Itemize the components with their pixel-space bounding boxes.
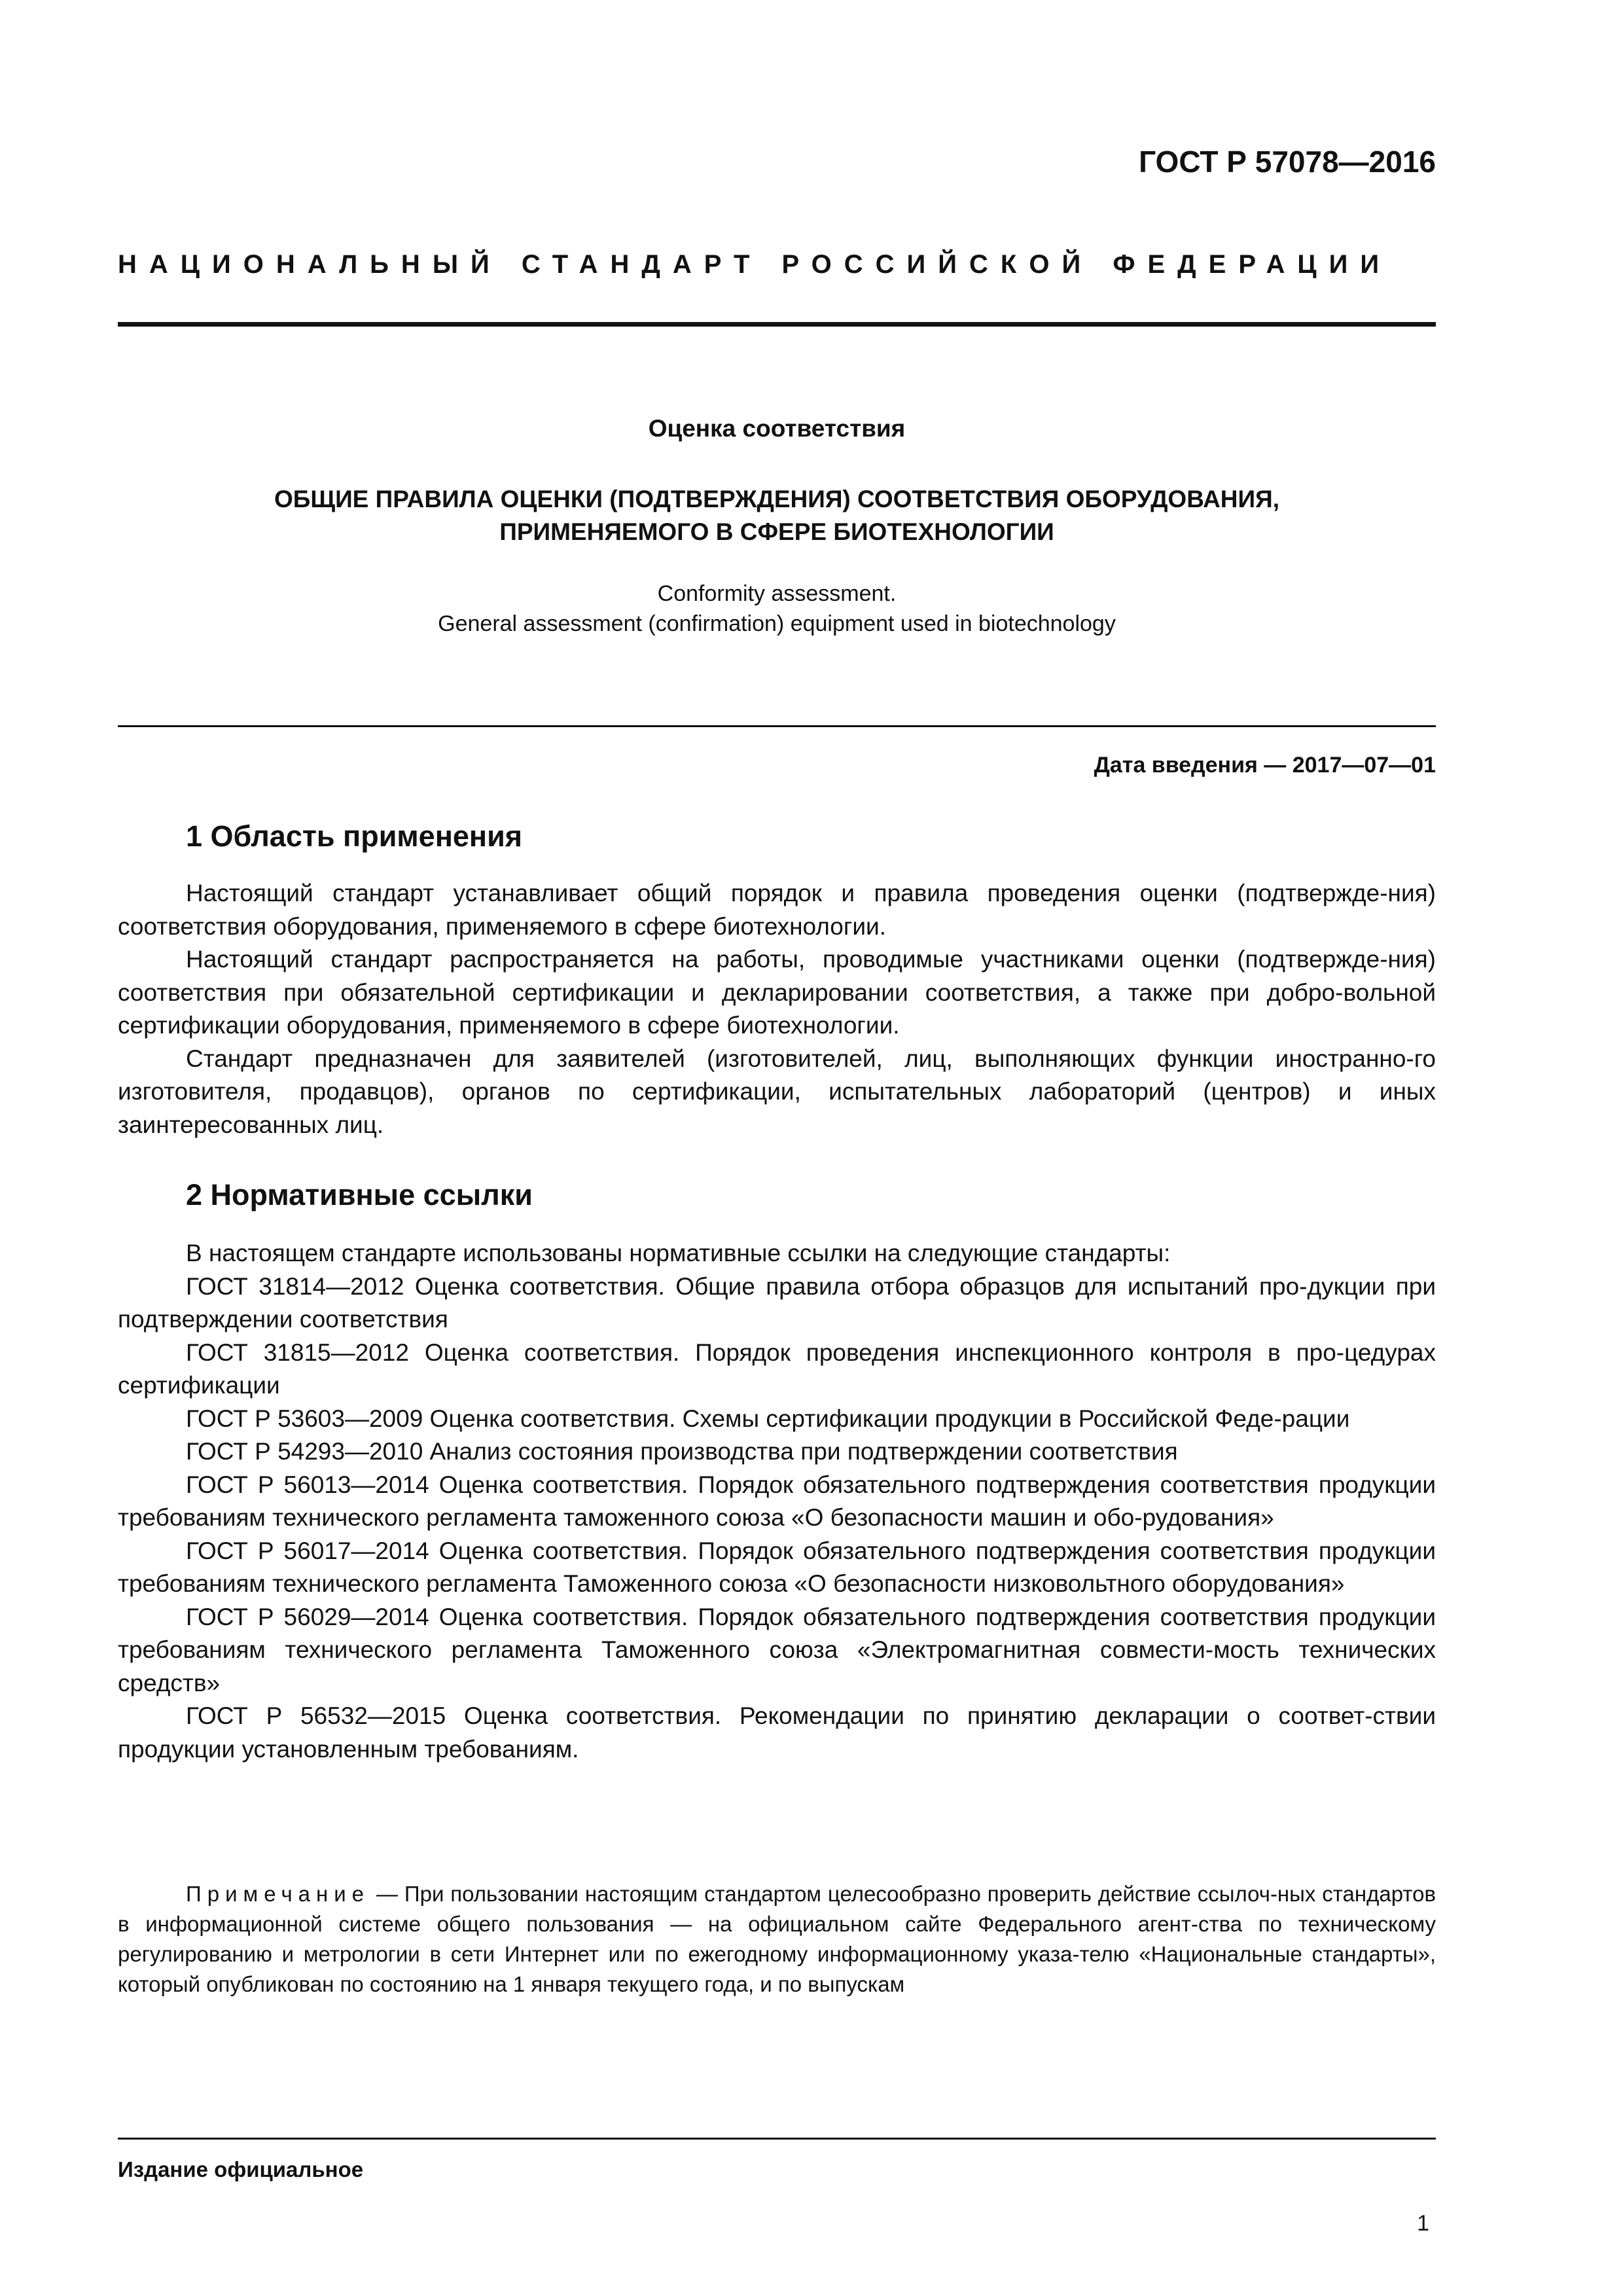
english-title-line-2: General assessment (confirmation) equipment used in biotechnology: [438, 611, 1116, 636]
reference-item: ГОСТ 31815—2012 Оценка соответствия. Порядок проведения инспекционного контроля в про-цедурах сертификации: [118, 1338, 1436, 1399]
document-number: ГОСТ Р 57078—2016: [1139, 145, 1436, 179]
note-text: — При пользовании настоящим стандартом целесообразно проверить действие ссылоч-ных стандартов в информационной системе общего пользования — на официальном сайте Федерального агент-ства по техническому регулированию и метрологии в сети Интернет или по ежегодному информационному указа-телю «Национальные стандарты», который опубликован по состоянию на 1 января текущего года, и по выпускам: [118, 1882, 1436, 1996]
reference-item: ГОСТ 31814—2012 Оценка соответствия. Общие правила отбора образцов для испытаний про-дукции при подтверждении соответствия: [118, 1272, 1436, 1333]
note-label: Примечание: [186, 1882, 370, 1906]
introduction-date: Дата введения — 2017—07—01: [1094, 753, 1436, 778]
title-line-2: ПРИМЕНЯЕМОГО В СФЕРЕ БИОТЕХНОЛОГИИ: [499, 518, 1054, 545]
edition-label: Издание официальное: [118, 2157, 364, 2181]
reference-item: ГОСТ Р 56029—2014 Оценка соответствия. Порядок обязательного подтверждения соответствия продукции требованиям технического регламента Таможенного союза «Электромагнитная совмести-мость технических средств»: [118, 1603, 1436, 1696]
document-subtitle: Оценка соответствия: [648, 415, 906, 442]
paragraph: Стандарт предназначен для заявителей (изготовителей, лиц, выполняющих функции иностранно-го изготовителя, продавцов), органов по сертификации, испытательных лабораторий (центров) и иных заинтересованных лиц.: [118, 1045, 1436, 1138]
reference-item: ГОСТ Р 56532—2015 Оценка соответствия. Рекомендации по принятию декларации о соответ-ствии продукции установленным требованиям.: [118, 1702, 1436, 1763]
english-title: [118, 579, 1436, 639]
section-2-body: [118, 1237, 1436, 1766]
reference-item: ГОСТ Р 54293—2010 Анализ состояния производства при подтверждении соответствия: [186, 1438, 1178, 1465]
note: [118, 1879, 1436, 2000]
national-standard-banner: НАЦИОНАЛЬНЫЙ СТАНДАРТ РОССИЙСКОЙ ФЕДЕРАЦИИ: [118, 250, 1392, 279]
paragraph: Настоящий стандарт распространяется на работы, проводимые участниками оценки (подтвержде-ния) соответствия при обязательной сертификации и декларировании соответствия, а также при добро-вольной сертификации оборудования, применяемого в сфере биотехнологии.: [118, 946, 1436, 1039]
paragraph: Настоящий стандарт устанавливает общий порядок и правила проведения оценки (подтвержде-ния) соответствия оборудования, применяемого в сфере биотехнологии.: [118, 880, 1436, 940]
reference-item: ГОСТ Р 53603—2009 Оценка соответствия. Схемы сертификации продукции в Российской Феде-рации: [186, 1405, 1350, 1432]
document-title: [118, 483, 1436, 548]
header-divider: [118, 322, 1436, 327]
title-divider: [118, 725, 1436, 727]
section-1-heading: 1 Область применения: [186, 819, 523, 853]
footer-divider: [118, 2138, 1436, 2140]
section-1-body: [118, 877, 1436, 1141]
page-number: 1: [1417, 2211, 1429, 2236]
title-line-1: ОБЩИЕ ПРАВИЛА ОЦЕНКИ (ПОДТВЕРЖДЕНИЯ) СООТВЕТСТВИЯ ОБОРУДОВАНИЯ,: [274, 486, 1279, 512]
paragraph: В настоящем стандарте использованы нормативные ссылки на следующие стандарты:: [186, 1240, 1171, 1266]
reference-item: ГОСТ Р 56017—2014 Оценка соответствия. Порядок обязательного подтверждения соответствия продукции требованиям технического регламента Таможенного союза «О безопасности низковольтного оборудования»: [118, 1537, 1436, 1597]
reference-item: ГОСТ Р 56013—2014 Оценка соответствия. Порядок обязательного подтверждения соответствия продукции требованиям технического регламента таможенного союза «О безопасности машин и обо-рудования»: [118, 1471, 1436, 1531]
english-title-line-1: Conformity assessment.: [657, 581, 897, 606]
section-2-heading: 2 Нормативные ссылки: [186, 1178, 533, 1211]
